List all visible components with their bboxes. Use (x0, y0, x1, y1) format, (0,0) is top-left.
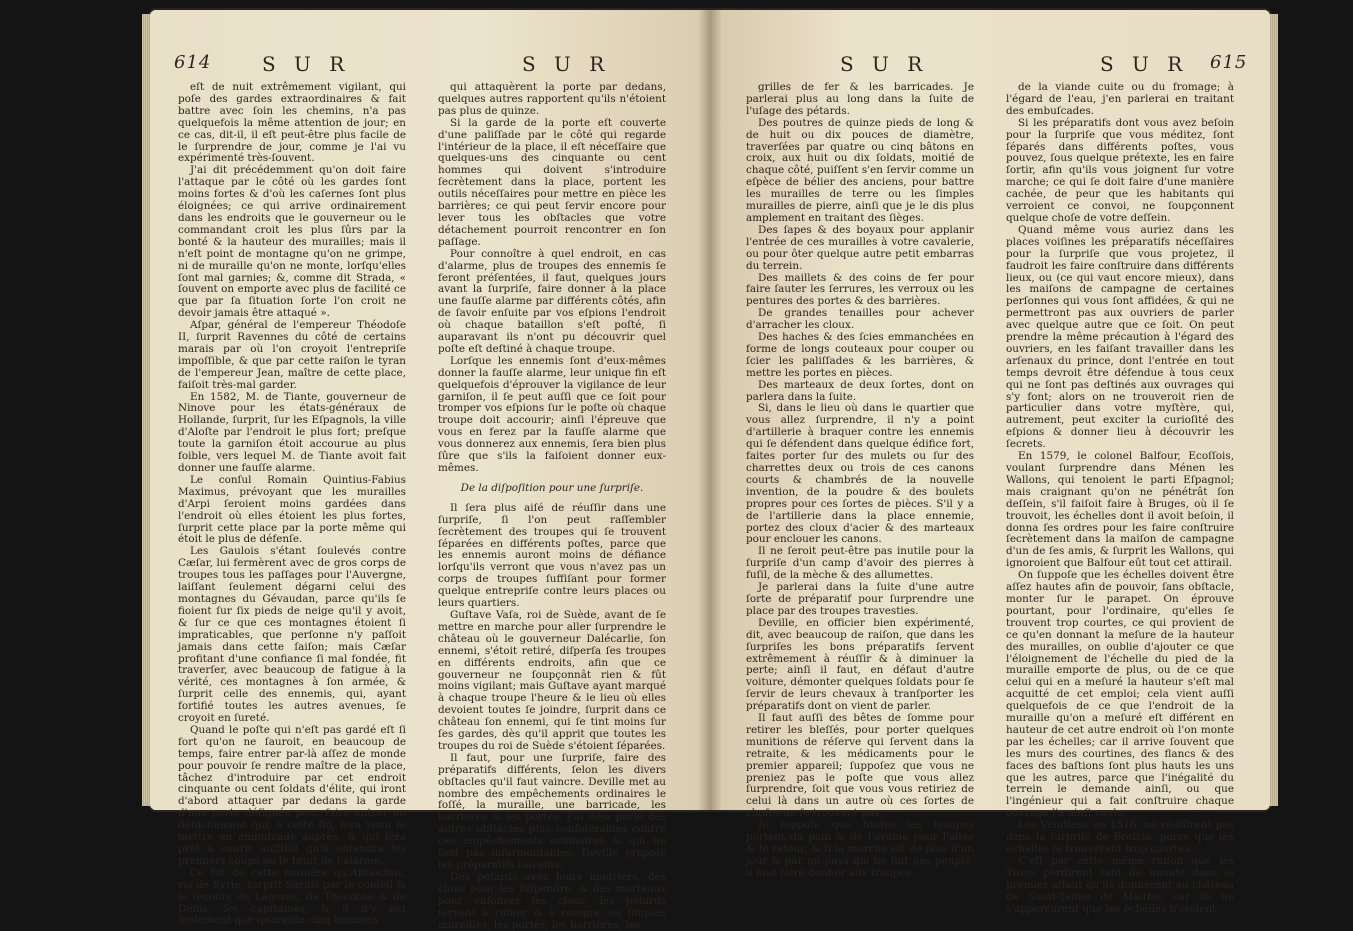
book-gutter (698, 10, 722, 810)
page-edges-left (142, 14, 150, 806)
paragraph: Guſtave Vaſa, roi de Suède, avant de ſe mettre en marche pour aller ſurprendre le château où le gouverneur Dalécarlie, ſon ennemi, s'étoit retiré, diſperſa ſes troupes en différents endroits, afin que ce gouverneur ne ſoupçonnât rien & fût moins vigilant; mais Guſtave ayant marqué à chaque troupe l'heure & le lieu où elles devoient toutes ſe joindre, ſurprit dans ce château ſon ennemi, qui ſe tint moins ſur ſes gardes, dès qu'il apprit que toutes les troupes du roi de Suède s'étoient ſéparées. (438, 608, 666, 752)
paragraph: Deville, en officier bien expérimenté, dit, avec beaucoup de raiſon, que dans les ſurpriſes les bons préparatifs ſervent extrêmement à réuſſir & à diminuer la perte; ainſi il faut, en défaut d'autre voiture, démonter quelques ſoldats pour ſe ſervir de leurs chevaux à tranſporter les préparatifs dont on vient de parler. (746, 616, 974, 713)
paragraph: Aſpar, général de l'empereur Théodoſe II, ſurprit Ravennes du côté de certains marais par où l'on croyoit l'entrepriſe impoſſible, & que par cette raiſon le tyran de l'empereur Jean, maître de cette place, faiſoit très-mal garder. (178, 319, 406, 391)
page-edges-right (1270, 14, 1278, 806)
paragraph: En 1582, M. de Tiante, gouverneur de Ninove pour les états-généraux de Hollande, ſurprit, ſur les Eſpagnols, la ville d'Aloſte par l'endroit le plus fort; preſque toute la garniſon étoit accourue au plus foible, vers lequel M. de Tiante avoit fait donner une fauſſe alarme. (178, 390, 406, 474)
paragraph: Des pétards avec leurs madriers, des clous pour les ſuſpendre, & des marteaux pour enfoncer les clous; les pétards ſervent à ruiner & à rompre les ſimples murailles, les portes, les barrières, les (438, 870, 666, 931)
open-book (150, 10, 1270, 931)
section-heading: De la diſpoſition pour une ſurpriſe. (460, 481, 644, 494)
page-number: 615 (1210, 52, 1248, 73)
paragraph: Lorſque les ennemis ſont d'eux-mêmes donner la fauſſe alarme, leur unique fin eſt quelquefois d'éprouver la vigilance de leur garniſon, il ſe peut auſſi que ce ſoit pour tromper vos eſpions ſur le poſte où chaque troupe doit accourir; ainſi l'épreuve que vous en ferez par la fauſſe alarme que vous donnerez aux ennemis, ſera bien plus ſûre que s'ils la faiſoient donner eux-mêmes. (438, 354, 666, 474)
page-number: 614 (174, 52, 212, 73)
text-column (746, 81, 974, 879)
paragraph: Il ne ſeroit peut-être pas inutile pour la ſurpriſe d'un camp d'avoir des pierres à fuſil, de la mèche & des allumettes. (746, 545, 974, 582)
paragraph: Si, dans le lieu où dans le quartier que vous allez ſurprendre, il n'y a point d'artillerie à braquer contre les ennemis qui ſe défendent dans quelque édifice fort, faites porter ſur des mulets ou ſur des charrettes deux ou trois de ces canons courts & chambrés de la nouvelle invention, de la poudre & des boulets propres pour ces ſortes de pièces. S'il y a de l'artillerie dans la place ennemie, portez des cloux d'acier & des marteaux pour enclouer les canons. (746, 402, 974, 546)
paragraph: Je ſuppoſe que toutes les troupes portent du pain & de l'avoine pour l'allée & le retour, & ſi la marche eſt de plus d'un jour & par un pays qui ne ſoit pas peuplé, il faut faire donner aux troupes (746, 819, 974, 879)
paragraph: Pour connoître à quel endroit, en cas d'alarme, plus de troupes des ennemis ſe feront préſentées, il faut, quelques jours avant la ſurpriſe, faire donner à la place une fauſſe alarme par différents côtés, afin de ſavoir enſuite par vos eſpions l'endroit où chaque bataillon s'eſt poſté, ſi auparavant ils n'ont pu découvrir quel poſte eſt deſtiné à chaque troupe. (438, 247, 666, 355)
running-head: S U R (840, 52, 929, 76)
paragraph: qui attaquèrent la porte par dedans, quelques autres rapportent qu'ils n'étoient pas plus de quinze. (438, 81, 666, 117)
paragraph: Je parlerai dans la ſuite d'une autre ſorte de préparatif pour ſurprendre une place par des troupes travesties. (746, 581, 974, 617)
paragraph: eſt de nuit extrêmement vigilant, qui poſe des gardes extraordinaires & fait battre avec ſoin les chemins, n'a pas quelquefois la même attention de jour; en ce cas, dit-il, il eſt peut-être plus facile de le ſurprendre de jour, comme je l'ai vu expérimenté très-ſouvent. (178, 81, 406, 165)
paragraph: Ce fut de cette manière qu'Antiochus, roi de Syrie, ſurprit Sardis par le conſeil & le ſecours de Lagoras, de Théodote & de Denis, ſes capitaines, & il n'y eut ſeulement que quarante-cinq hommes (178, 866, 406, 927)
text-column (438, 81, 666, 931)
paragraph: Des ſapes & des boyaux pour applanir l'entrée de ces murailles à votre cavalerie, ou pour ôter quelque autre petit embarras du terrein. (746, 223, 974, 272)
left-page (150, 10, 710, 931)
paragraph: Quand même vous auriez dans les places voiſines les préparatifs néceſſaires pour la ſurpriſe que vous projetez, il faudroit les faire conſtruire dans différents lieux, ou (ce qui vaut encore mieux), dans les maiſons de campagne de certaines perſonnes qui vous ſont affidées, & qui ne permettront pas aux ouvriers de parler avec quelque autre que ce ſoit. On peut prendre la même précaution à l'égard des ouvriers, en les faiſant travailler dans les arſenaux du prince, dont l'entrée en tout temps devroit être défendue à tous ceux qui ne ſont pas deſtinés aux ouvrages qui s'y font; alors on ne trouveroit rien de particulier dans votre myſtère, qui, autrement, peut exciter la curioſité des eſpions & donner lieu à découvrir les ſecrets. (1006, 223, 1234, 451)
paragraph: Il faut, pour une ſurpriſe, faire des préparatifs différents, ſelon les divers obſtacles qu'il faut vaincre. Deville met au nombre des empêchements ordinaires le foſſé, la muraille, une barricade, les barrières & les portes. J'ai déja parlé des autres obſtacles plus conſidérables contre ces empêchements ordinaires & qui ne ſont pas inſurmontables. Deville propoſe les préparatifs ſuivants: (438, 751, 666, 871)
paragraph: Si les préparatifs dont vous avez beſoin pour la ſurpriſe que vous méditez, ſont ſéparés dans différents poſtes, vous pouvez, ſous quelque prétexte, les en faire ſortir, afin qu'ils vous joignent ſur votre marche; ce qui ſe doit faire d'une manière cachée, de peur que les habitants qui verroient ce convoi, ne ſoupçonnent quelque choſe de votre deſſein. (1006, 116, 1234, 224)
paragraph: Il ſera plus aiſé de réuſſir dans une ſurpriſe, ſi l'on peut raſſembler ſecrètement des troupes qui ſe trouvent ſéparées en différents poſtes, parce que les ennemis auront moins de défiance lorſqu'ils verront que vous n'avez pas un corps de troupes ſuffiſant pour former quelque entrepriſe contre leurs places ou leurs quartiers. (438, 501, 666, 610)
right-page (710, 10, 1270, 915)
paragraph: Le conſul Romain Quintius-Fabius Maximus, prévoyant que les murailles d'Arpi ſeroient moins gardées dans l'endroit où elles étoient les plus fortes, ſurprit cette place par la porte même qui étoit le plus de défenſe. (178, 473, 406, 546)
running-head: S U R (1100, 52, 1189, 76)
paragraph: de la viande cuite ou du fromage; à l'égard de l'eau, j'en parlerai en traitant des embuſcades. (1006, 81, 1234, 117)
left-page-header (150, 52, 710, 76)
paragraph: Des haches & des ſcies emmanchées en forme de longs couteaux pour couper ou ſcier les paliſſades & les barrières, & mettre les portes en pièces. (746, 331, 974, 379)
text-column (1006, 81, 1234, 915)
paragraph: Les Vénitiens en 1516, ne réuſſirent pas dans la ſurpriſe de Breſcia, parce que les échelles ſe trouvèrent trop courtes. (1006, 819, 1234, 855)
paragraph: Des maillets & des coins de fer pour faire ſauter les ſerrures, les verroux ou les pentures des portes & des barrières. (746, 271, 974, 308)
paragraph: Les Gaulois s'étant ſoulevés contre Cæſar, lui fermèrent avec de gros corps de troupes tous les paſſages pour l'Auvergne, laiſſant ſeulement dégarni celui des montagnes du Gévaudan, parce qu'ils ſe fioient ſur ſix pieds de neige qu'il y avoit, & ſur ce que ces montagnes étoient ſi impraticables, que perſonne n'y paſſoit jamais dans cette ſaiſon; mais Cæſar profitant d'une confiance ſi mal fondée, fit traverſer, avec beaucoup de fatigue à la vérité, ces montagnes à ſon armée, & ſurprit celle des ennemis, qui, ayant fortifié toutes les autres avenues, ſe croyoit en ſureté. (178, 545, 406, 725)
paragraph: Des poutres de quinze pieds de long & de huit ou dix pouces de diamètre, traverſées par quatre ou cinq bâtons en croix, aux huit ou dix ſoldats, moitié de chaque côté, puiſſent s'en ſervir comme un eſpèce de bélier des anciens, pour battre les murailles de terre ou les ſimples murailles de pierre, ainſi que je le dis plus amplement en traitant des ſièges. (746, 116, 974, 224)
running-head: S U R (262, 52, 351, 76)
paragraph: Quand le poſte qui n'eſt pas gardé eſt ſi fort qu'on ne ſauroit, en beaucoup de temps, faire entrer par-là aſſez de monde pour pouvoir ſe rendre maître de la place, tâchez d'introduire par cet endroit cinquante ou cent ſoldats d'élite, qui iront d'abord attaquer par dedans la garde d'une porte déſignée pour faire entrer un détachement qui, à cette fin, ſera venu ſe mettre en embuſcade auprès, & qui ſera prêt à courir auſſitôt qu'il entendra les premiers coups ou le bruit de l'alarme. (178, 723, 406, 867)
running-head: S U R (522, 52, 611, 76)
paragraph: Si la garde de la porte eſt couverte d'une paliſſade par le côté qui regarde l'intérieur de la place, il eſt néceſſaire que quelques-uns des cinquante ou cent hommes qui doivent s'introduire ſecrètement dans la place, portent les outils néceſſaires pour mettre en pièce les barrières; ce qui peut ſervir encore pour lever tous les obſtacles que votre détachement pourroit rencontrer en ſon paſſage. (438, 116, 666, 248)
text-column (178, 81, 406, 927)
paragraph: grilles de fer & les barricades. Je parlerai plus au long dans la ſuite de l'uſage des pétards. (746, 81, 974, 117)
paragraph: De grandes tenailles pour achever d'arracher les cloux. (746, 307, 974, 332)
paragraph: En 1579, le colonel Balfour, Ecoſſois, voulant ſurprendre dans Ménen les Wallons, qui tenoient le parti Eſpagnol; mais craignant qu'on ne pénétrât ſon deſſein, s'il faiſoit faire à Bruges, où il ſe trouvoit, les échelles dont il avoit beſoin, il donna ſes ordres pour les faire conſtruire ſecrètement dans la maiſon de campagne d'un de ſes amis, & ſurprit les Wallons, qui ignoroient que Balfour eût tout cet attirail. (1006, 450, 1234, 570)
paragraph: J'ai dit précédemment qu'on doit faire l'attaque par le côté où les gardes ſont moins fortes & d'où les caſernes ſont plus éloignées; ce qui arrive ordinairement dans les endroits que le gouverneur ou le commandant croit les plus ſûrs par la bonté & la hauteur des murailles; mais il n'eſt point de montagne qu'on ne grimpe, ni de muraille qu'on ne monte, lorſqu'elles ſont mal garnies; &, comme dit Strada, « ſouvent on emporte avec plus de facilité ce que par ſa ſituation ſorte l'on croit ne devoir jamais être attaqué ». (178, 164, 406, 320)
paragraph: On ſuppoſe que les échelles doivent être aſſez hautes afin de pouvoir, ſans obſtacle, monter ſur le parapet. On éprouve pourtant, pour l'ordinaire, qu'elles ſe trouvent trop courtes, ce qui provient de ce qu'en donnant la meſure de la hauteur des murailles, on oublie d'ajouter ce que l'éloignement de l'échelle du pied de la muraille emporte de plus, ou de ce que celui qui en a meſuré la hauteur s'eſt mal acquitté de cet emploi; cela vient auſſi quelquefois de ce que l'endroit de la muraille qu'on a meſuré eſt différent en hauteur de cet autre endroit où l'on monte par les échelles; car il arrive ſouvent que les murs des courtines, des flancs & des faces des baſtions ſont plus hauts les uns que les autres, parce que l'inégalité du terrein le demande ainſi, ou que l'ingénieur qui a fait conſtruire chaque ouvrage l'a ainſi voulu. (1006, 569, 1234, 820)
paragraph: Des marteaux de deux ſortes, dont on parlera dans la ſuite. (746, 378, 974, 403)
paragraph: Il faut auſſi des bêtes de ſomme pour retirer les bleſſés, pour porter quelques munitions de réſerve qui ſervent dans la retraite, & les médicaments pour le premier appareil; ſuppoſez que vous ne preniez pas le poſte que vous allez ſurprendre, ſoit que vous vous retiriez de celui là dans un autre où ces ſortes de choſes ne ſe trouvent pas. (746, 712, 974, 820)
paragraph: C'eſt par cette même raiſon que les Turcs perdirent tant de monde dans le premier aſſaut qu'ils donnèrent au château de Saint-Telme de Malthe; car ils ne s'apperçurent que les échelles n'étoient (1006, 854, 1234, 915)
right-page-header (710, 52, 1270, 76)
